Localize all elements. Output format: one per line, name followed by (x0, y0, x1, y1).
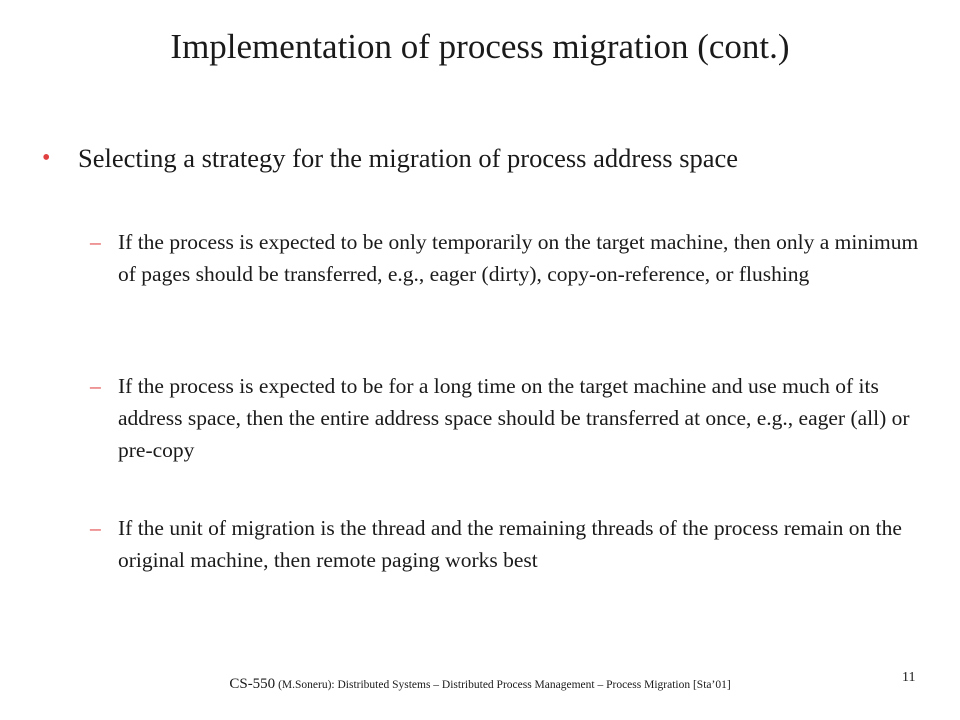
sub-bullet-long-term-migration (90, 370, 920, 466)
main-bullet (42, 138, 922, 178)
dash-marker: – (90, 230, 101, 254)
dash-marker: – (90, 516, 101, 540)
sub-bullet-text: If the unit of migration is the thread and the remaining threads of the process remain on the original machine, then remote paging works best (118, 516, 902, 572)
footer-details: (M.Soneru): Distributed Systems – Distributed Process Management – Process Migration [Sta’01] (275, 679, 731, 691)
bullet-marker: • (42, 145, 51, 171)
main-bullet-text: Selecting a strategy for the migration of process address space (78, 143, 739, 173)
dash-marker: – (90, 374, 101, 398)
sub-bullet-thread-migration (90, 512, 920, 576)
page-number: 11 (902, 670, 916, 685)
sub-bullet-text: If the process is expected to be only temporarily on the target machine, then only a minimum of pages should be transferred, e.g., eager (dirty), copy-on-reference, or flushing (118, 230, 919, 286)
footer-course: CS-550 (229, 676, 276, 692)
slide-title: Implementation of process migration (cont.) (170, 27, 790, 66)
sub-bullet-temporary-migration (90, 226, 920, 290)
sub-bullet-text: If the process is expected to be for a long time on the target machine and use much of its address space, then the entire address space should be transferred at once, e.g., eager (all) or pre-copy (118, 374, 910, 462)
slide-footer (0, 674, 960, 695)
